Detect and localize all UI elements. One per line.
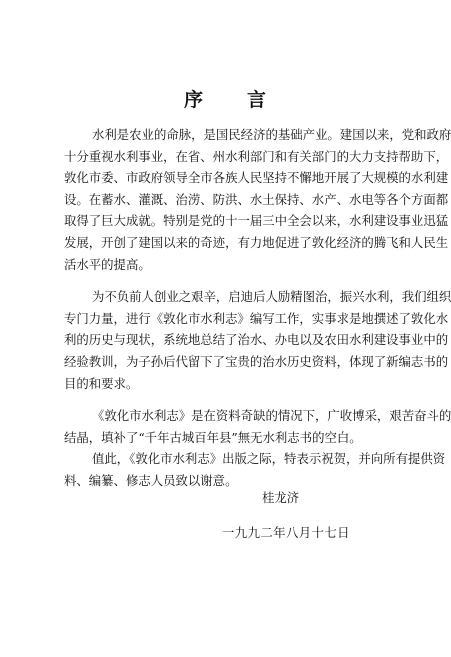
text-line: 经验教训，为子孙后代留下了宝贵的治水历史资料，体现了新编志书的 — [64, 353, 449, 369]
text-line: 利的历史与现状，系统地总结了治水、办电以及农田水利建设事业中的 — [64, 332, 449, 348]
signature-date: 一九九二年八月十七日 — [222, 525, 350, 540]
text-line: 取得了巨大成就。特别是党的十一届三中全会以来，水利建设事业迅猛 — [64, 213, 449, 229]
text-line: 值此，《敦化市水利志》出版之际，特表示祝贺，并向所有提供资 — [92, 451, 446, 467]
text-line: 敦化市委、市政府领导全市各族人民坚持不懈地开展了大规模的水利建 — [64, 170, 449, 186]
text-line: 十分重视水利事业，在省、州水利部门和有关部门的大力支持帮助下， — [64, 148, 449, 164]
text-line: 目的和要求。 — [64, 375, 139, 391]
text-line: 为不负前人创业之艰辛，启迪后人励精图治，振兴水利，我们组织 — [92, 289, 451, 305]
text-line: 专门力量，进行《敦化市水利志》编写工作，实事求是地撰述了敦化水 — [64, 310, 449, 326]
text-line: 活水平的提高。 — [64, 256, 151, 272]
paragraph-2 — [64, 286, 451, 394]
text-line: 《敦化市水利志》是在资料奇缺的情况下，广收博采，艰苦奋斗的 — [92, 408, 451, 424]
text-line: 发展，开创了建国以来的奇迹，有力地促进了敦化经济的腾飞和人民生 — [64, 234, 449, 250]
preface-body — [64, 124, 451, 492]
text-line: 设。在蓄水、灌溉、治涝、防洪、水土保持、水产、水电等各个方面都 — [64, 191, 449, 207]
signature-name: 桂龙济 — [262, 490, 300, 505]
paragraph-3 — [64, 405, 451, 448]
text-line: 水利是农业的命脉，是国民经济的基础产业。建国以来，党和政府 — [92, 127, 451, 142]
paragraph-4 — [64, 448, 446, 491]
page-title: 序言 — [183, 89, 310, 111]
text-line: 料、编纂、修志人员致以谢意。 — [64, 472, 238, 488]
text-line: 结晶，填补了“千年古城百年县”無无水利志书的空白。 — [64, 429, 362, 445]
paragraph-1 — [64, 124, 451, 275]
